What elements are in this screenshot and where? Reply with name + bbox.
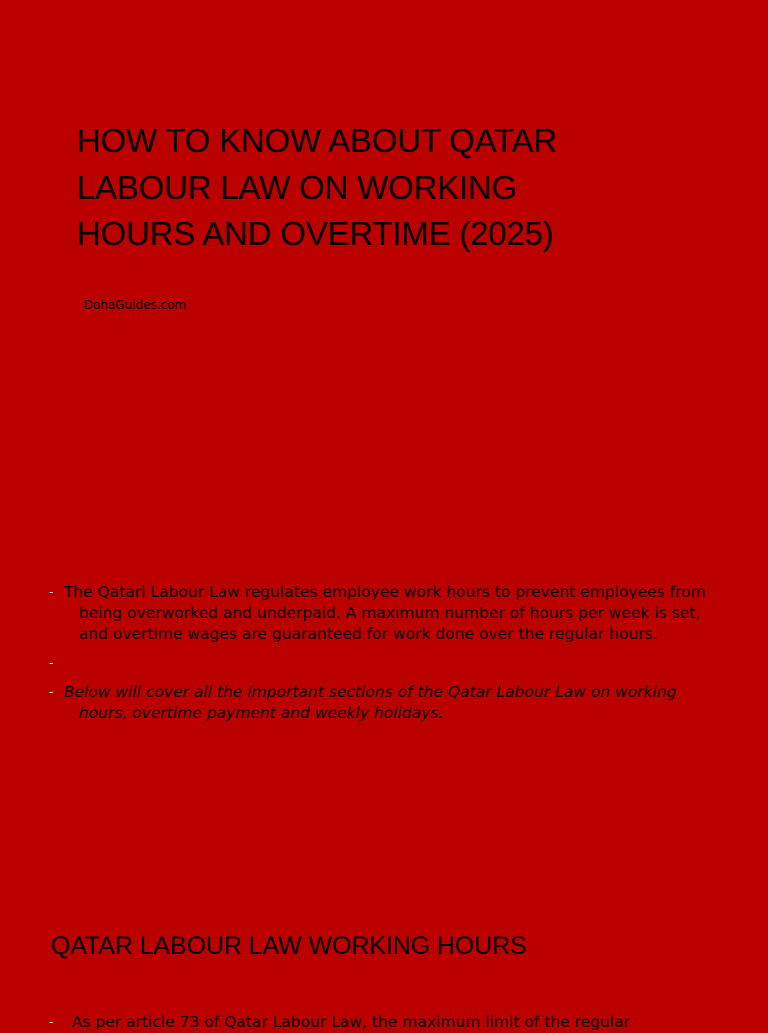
list-item (48, 682, 720, 724)
bullet-marker: - (49, 1015, 54, 1029)
section-bullet-partial (48, 1012, 736, 1033)
bullet-text: As per article 73 of Qatar Labour Law, the maximum limit of the regular (72, 1013, 631, 1031)
section-heading: QATAR LABOUR LAW WORKING HOURS (51, 932, 527, 960)
bullet-marker: - (49, 656, 54, 670)
source-credit: DohaGuides.com (84, 298, 187, 312)
bullet-text: Below will cover all the important sections of the Qatar Labour Law on working hours, overtime payment and weekly holidays. (64, 683, 677, 722)
bullet-text: The Qatari Labour Law regulates employee work hours to prevent employees from being overworked and underpaid. A maximum number of hours per week is set, and overtime wages are guaranteed for work done over the regular hours. (64, 583, 706, 643)
bullet-marker: - (49, 685, 54, 699)
list-item (48, 582, 720, 645)
document-title: HOW TO KNOW ABOUT QATAR LABOUR LAW ON WORKING HOURS AND OVERTIME (2025) (77, 122, 558, 252)
intro-bullet-list (48, 582, 720, 732)
bullet-marker: - (49, 585, 54, 599)
list-item (48, 653, 720, 674)
